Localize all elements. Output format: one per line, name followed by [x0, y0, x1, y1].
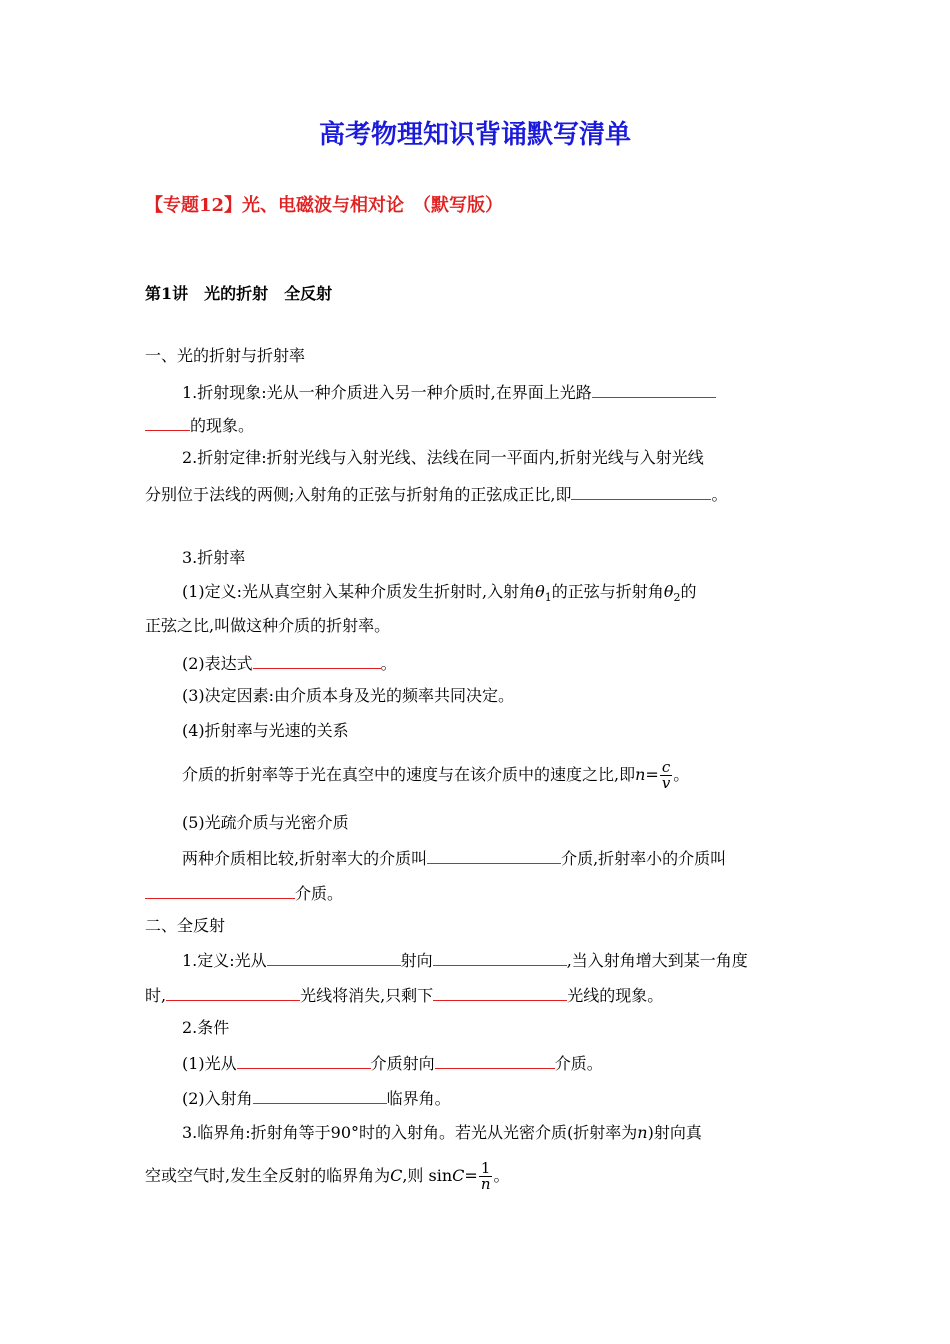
- lecture-heading: 第1讲 光的折射 全反射: [145, 284, 333, 303]
- subscript: 1: [544, 591, 552, 605]
- blank-field[interactable]: [253, 651, 381, 669]
- fraction-1-over-n: [479, 1161, 493, 1192]
- text-segment: 光线的现象。: [567, 986, 664, 1005]
- text-segment: 的现象。: [190, 416, 255, 435]
- text-segment: 1.折射现象:光从一种介质进入另一种介质时,在界面上光路: [182, 383, 592, 402]
- determining-factors: (3)决定因素:由介质本身及光的频率共同决定。: [182, 686, 515, 705]
- refraction-phenomenon-line1: [182, 380, 716, 404]
- expression-line: [182, 651, 397, 675]
- blank-field[interactable]: [592, 380, 716, 398]
- section2-heading: 二、全反射: [145, 916, 226, 935]
- text-segment: 。: [711, 485, 728, 504]
- critical-angle-line1: [182, 1122, 702, 1144]
- section1-heading: 一、光的折射与折射率: [145, 346, 306, 365]
- blank-field[interactable]: [145, 413, 190, 431]
- definition-line1: [182, 581, 696, 609]
- sparse-dense-medium-heading: (5)光疏介质与光密介质: [182, 813, 349, 832]
- numerator: 1: [479, 1161, 493, 1177]
- text-segment: (2)表达式: [182, 654, 253, 673]
- text-segment: ,则 sin: [402, 1166, 453, 1185]
- total-reflection-definition-line1: [182, 948, 748, 972]
- equals-sign: =: [464, 1166, 478, 1185]
- text-segment: 临界角。: [386, 1089, 451, 1108]
- text-segment: 介质,折射率小的介质叫: [561, 849, 727, 868]
- text-segment: 介质的折射率等于光在真空中的速度与在该介质中的速度之比,即: [182, 765, 636, 784]
- theta-symbol: θ: [663, 582, 674, 601]
- blank-field[interactable]: [145, 881, 295, 899]
- blank-field[interactable]: [166, 983, 300, 1001]
- blank-field[interactable]: [427, 846, 561, 864]
- text-segment: 介质射向: [370, 1054, 435, 1073]
- blank-field[interactable]: [433, 948, 567, 966]
- text-segment: 分别位于法线的两侧;入射角的正弦与折射角的正弦成正比,即: [145, 485, 572, 504]
- text-segment: 介质。: [554, 1054, 603, 1073]
- text-segment: (1)定义:光从真空射入某种介质发生折射时,入射角: [182, 582, 536, 601]
- n-symbol: n: [635, 765, 646, 784]
- refraction-law-line1: 2.折射定律:折射光线与入射光线、法线在同一平面内,折射光线与入射光线: [182, 448, 704, 467]
- total-reflection-definition-line2: [145, 983, 663, 1007]
- fraction-c-over-v: [660, 760, 672, 791]
- blank-field[interactable]: [433, 983, 567, 1001]
- C-symbol: C: [390, 1166, 403, 1185]
- text-segment: 时,: [145, 986, 167, 1005]
- text-segment: ,当入射角增大到某一角度: [566, 951, 748, 970]
- text-segment: 。: [380, 654, 397, 673]
- text-segment: 3.临界角:折射角等于90°时的入射角。若光从光密介质(折射率为: [182, 1123, 638, 1142]
- topic-subtitle: 【专题12】光、电磁波与相对论 （默写版）: [145, 195, 504, 216]
- text-segment: 两种介质相比较,折射率大的介质叫: [182, 849, 428, 868]
- document-title: 高考物理知识背诵默写清单: [318, 120, 631, 150]
- refractive-index-heading: 3.折射率: [182, 548, 246, 567]
- C-symbol: C: [452, 1166, 465, 1185]
- theta-symbol: θ: [535, 582, 545, 601]
- text-segment: 介质。: [295, 884, 344, 903]
- n-symbol: n: [637, 1123, 648, 1142]
- sparse-dense-line2: [145, 881, 343, 905]
- sparse-dense-line1: [182, 846, 726, 870]
- critical-angle-line2: [145, 1156, 510, 1196]
- subscript: 2: [673, 591, 681, 605]
- text-segment: (2)入射角: [182, 1089, 253, 1108]
- text-segment: 。: [673, 765, 690, 784]
- refraction-phenomenon-line2: [145, 413, 254, 437]
- index-speed-relation-text: [182, 755, 689, 795]
- definition-line2: 正弦之比,叫做这种介质的折射率。: [145, 616, 391, 635]
- blank-field[interactable]: [435, 1051, 555, 1069]
- text-segment: 的正弦与折射角: [551, 582, 664, 601]
- index-speed-relation-heading: (4)折射率与光速的关系: [182, 721, 349, 740]
- blank-field[interactable]: [571, 482, 711, 500]
- text-segment: )射向真: [647, 1123, 702, 1142]
- text-segment: 。: [493, 1166, 510, 1185]
- numerator: c: [660, 760, 672, 776]
- condition1-line: [182, 1051, 603, 1075]
- text-segment: 空或空气时,发生全反射的临界角为: [145, 1166, 391, 1185]
- text-segment: 的: [680, 582, 697, 601]
- blank-field[interactable]: [267, 948, 401, 966]
- denominator: v: [661, 774, 671, 792]
- blank-field[interactable]: [253, 1086, 387, 1104]
- refraction-law-line2: [145, 482, 728, 506]
- text-segment: 1.定义:光从: [182, 951, 267, 970]
- conditions-heading: 2.条件: [182, 1018, 230, 1037]
- text-segment: 射向: [400, 951, 433, 970]
- equals-sign: =: [645, 765, 659, 784]
- denominator: n: [480, 1175, 491, 1193]
- blank-field[interactable]: [237, 1051, 371, 1069]
- condition2-line: [182, 1086, 451, 1110]
- text-segment: (1)光从: [182, 1054, 237, 1073]
- text-segment: 光线将消失,只剩下: [300, 986, 434, 1005]
